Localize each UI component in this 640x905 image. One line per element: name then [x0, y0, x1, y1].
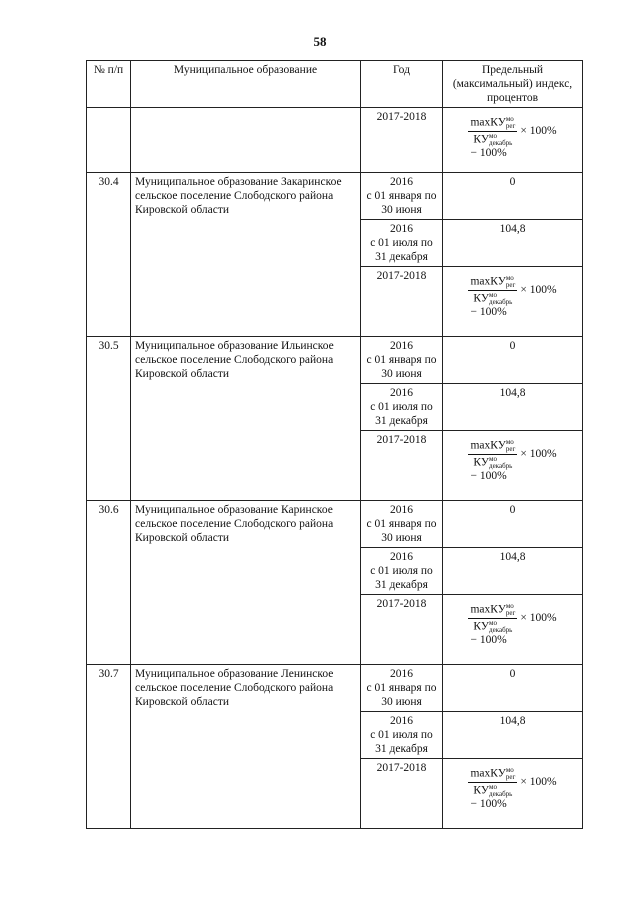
cell-municipality — [131, 337, 361, 501]
formula-max: maxКУ — [470, 116, 506, 129]
index-formula — [468, 433, 556, 485]
table-row — [87, 501, 583, 548]
table-row — [87, 665, 583, 712]
formula-sub: декабрь — [489, 462, 513, 470]
tariff-index-table — [86, 60, 583, 829]
formula-sup: мо — [489, 132, 497, 140]
period-text: с 01 июля по 31 декабря — [370, 729, 433, 755]
cell-num — [87, 173, 131, 337]
formula-sub: рег — [505, 773, 516, 781]
row-number: 30.5 — [98, 340, 119, 352]
formula-sub: рег — [505, 445, 516, 453]
cell-municipality — [131, 173, 361, 337]
formula-minus: − 100% — [470, 147, 507, 159]
index-value: 0 — [509, 504, 516, 516]
header-num: № п/п — [87, 61, 131, 108]
formula-sup: мо — [505, 438, 514, 446]
table-header-row — [87, 61, 583, 108]
formula-sup: мо — [505, 274, 514, 282]
year-text: 2016 — [390, 223, 413, 235]
header-index: Предельный (максимальный) индекс, процентов — [443, 61, 583, 108]
formula-sub: декабрь — [489, 790, 513, 798]
period-text: с 01 июля по 31 декабря — [370, 565, 433, 591]
formula-sup: мо — [505, 115, 514, 123]
formula-sub: декабрь — [489, 626, 513, 634]
municipality-name: Муниципальное образование Закаринское сельское поселение Слободского района Кировской области — [135, 176, 342, 216]
period-text: с 01 июля по 31 декабря — [370, 237, 433, 263]
cell-index-value — [443, 548, 583, 595]
index-value: 0 — [509, 668, 516, 680]
index-formula — [468, 597, 556, 649]
formula-sub: декабрь — [489, 139, 513, 147]
continuation-row — [87, 108, 583, 173]
formula-max: maxКУ — [470, 439, 506, 452]
cell-num — [87, 665, 131, 829]
cell-index-value — [443, 173, 583, 220]
formula-times: × 100% — [520, 776, 557, 788]
year-text: 2017-2018 — [376, 762, 427, 774]
period-text: с 01 января по 30 июня — [366, 682, 437, 708]
formula-sup: мо — [489, 291, 497, 299]
year-text: 2016 — [390, 551, 413, 563]
cell-index-value — [443, 337, 583, 384]
year-text: 2016 — [390, 176, 413, 188]
year-text: 2016 — [390, 340, 413, 352]
index-formula — [468, 761, 556, 813]
formula-sub: рег — [505, 281, 516, 289]
formula-max: maxКУ — [470, 603, 506, 616]
formula-max: maxКУ — [470, 275, 506, 288]
cell-index-value — [443, 384, 583, 431]
formula-minus: − 100% — [470, 306, 507, 318]
table-row — [87, 173, 583, 220]
municipality-name: Муниципальное образование Ильинское сельское поселение Слободского района Кировской области — [135, 340, 334, 380]
cell-year — [361, 548, 443, 595]
cell-index-value — [443, 665, 583, 712]
formula-max: maxКУ — [470, 767, 506, 780]
cell-year — [361, 337, 443, 384]
cell-year — [361, 384, 443, 431]
cell-index-formula — [443, 267, 583, 337]
year-text: 2016 — [390, 668, 413, 680]
formula-minus: − 100% — [470, 634, 507, 646]
formula-sup: мо — [505, 602, 514, 610]
cell-year — [361, 665, 443, 712]
cell-municipality — [131, 108, 361, 173]
year-text: 2017-2018 — [376, 270, 427, 282]
cell-num — [87, 337, 131, 501]
cell-year — [361, 595, 443, 665]
year-text: 2016 — [390, 387, 413, 399]
page-number: 58 — [313, 34, 327, 49]
table-row — [87, 337, 583, 384]
header-year: Год — [361, 61, 443, 108]
formula-times: × 100% — [520, 612, 557, 624]
cell-year — [361, 501, 443, 548]
cell-num — [87, 108, 131, 173]
year-text: 2017-2018 — [376, 111, 427, 123]
formula-times: × 100% — [520, 284, 557, 296]
cell-num — [87, 501, 131, 665]
cell-index-value — [443, 501, 583, 548]
cell-index-formula — [443, 759, 583, 829]
cell-index-formula — [443, 595, 583, 665]
formula-ku: КУ — [473, 784, 490, 797]
cell-year — [361, 431, 443, 501]
cell-year — [361, 108, 443, 173]
formula-sup: мо — [489, 455, 497, 463]
index-value: 0 — [509, 340, 516, 352]
index-value: 0 — [509, 176, 516, 188]
cell-year — [361, 759, 443, 829]
cell-index-value — [443, 712, 583, 759]
formula-sup: мо — [505, 766, 514, 774]
cell-year — [361, 220, 443, 267]
cell-municipality — [131, 501, 361, 665]
municipality-name: Муниципальное образование Ленинское сельское поселение Слободского района Кировской области — [135, 668, 334, 708]
index-formula — [468, 269, 556, 321]
formula-minus: − 100% — [470, 470, 507, 482]
period-text: с 01 января по 30 июня — [366, 518, 437, 544]
cell-year — [361, 173, 443, 220]
year-text: 2017-2018 — [376, 434, 427, 446]
year-text: 2017-2018 — [376, 598, 427, 610]
cell-year — [361, 267, 443, 337]
formula-sup: мо — [489, 783, 497, 791]
index-formula — [468, 110, 556, 162]
formula-ku: КУ — [473, 620, 490, 633]
cell-municipality — [131, 665, 361, 829]
cell-index-formula — [443, 431, 583, 501]
header-municipality: Муниципальное образование — [131, 61, 361, 108]
row-number: 30.6 — [98, 504, 119, 516]
formula-ku: КУ — [473, 292, 490, 305]
index-value: 104,8 — [499, 715, 526, 727]
formula-ku: КУ — [473, 456, 490, 469]
cell-index-value — [443, 220, 583, 267]
municipality-name: Муниципальное образование Каринское сельское поселение Слободского района Кировской области — [135, 504, 334, 544]
formula-times: × 100% — [520, 448, 557, 460]
formula-ku: КУ — [473, 133, 490, 146]
period-text: с 01 января по 30 июня — [366, 354, 437, 380]
cell-year — [361, 712, 443, 759]
formula-times: × 100% — [520, 125, 557, 137]
index-value: 104,8 — [499, 223, 526, 235]
year-text: 2016 — [390, 504, 413, 516]
index-value: 104,8 — [499, 387, 526, 399]
row-number: 30.7 — [98, 668, 119, 680]
index-value: 104,8 — [499, 551, 526, 563]
formula-sub: декабрь — [489, 298, 513, 306]
row-number: 30.4 — [98, 176, 119, 188]
period-text: с 01 января по 30 июня — [366, 190, 437, 216]
cell-index-formula — [443, 108, 583, 173]
formula-minus: − 100% — [470, 798, 507, 810]
formula-sup: мо — [489, 619, 497, 627]
formula-sub: рег — [505, 609, 516, 617]
formula-sub: рег — [505, 122, 516, 130]
period-text: с 01 июля по 31 декабря — [370, 401, 433, 427]
year-text: 2016 — [390, 715, 413, 727]
